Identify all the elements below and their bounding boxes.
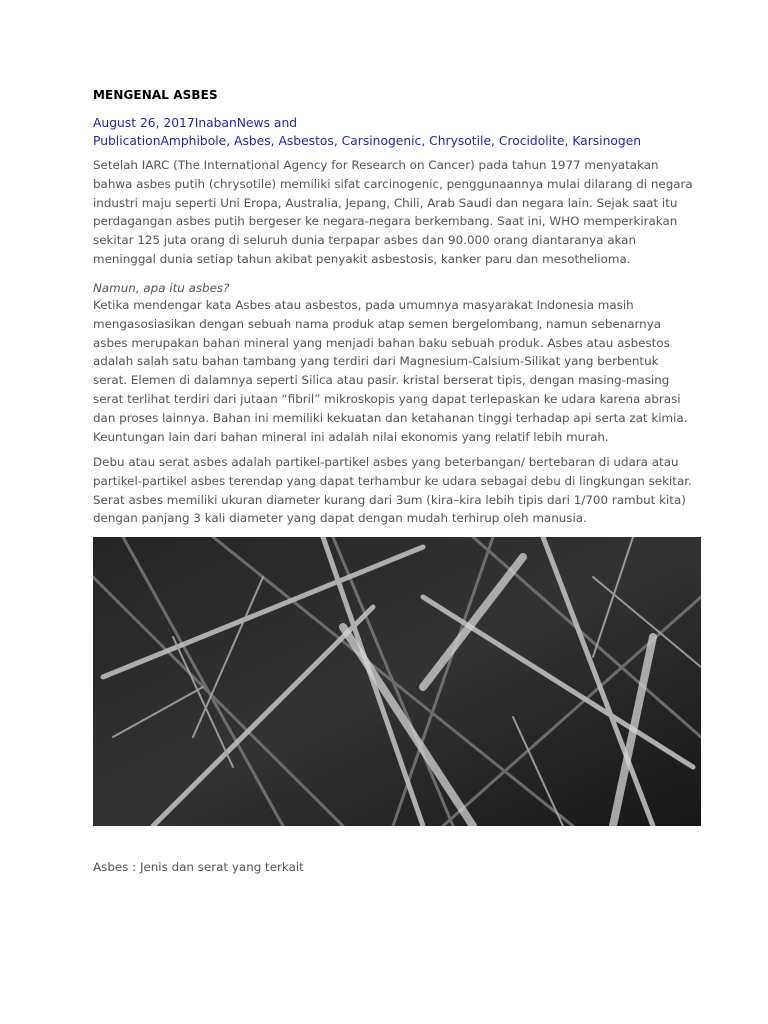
post-meta: [93, 114, 703, 150]
intro-paragraph: Setelah IARC (The International Agency for Research on Cancer) pada tahun 1977 menyatakan bahwa asbes putih (chrysotile) memiliki sifat carcinogenic, penggunaannya mulai dilarang di negara industri maju seperti Uni Eropa, Australia, Jepang, Chili, Arab Saudi dan negara lain. Sejak saat itu perdagangan asbes putih bergeser ke negara-negara berkembang. Saat ini, WHO memperkirakan sekitar 125 juta orang di seluruh dunia terpapar asbes dan 90.000 orang diantaranya akan meninggal dunia setiap tahun akibat penyakit asbestosis, kanker paru dan mesothelioma.: [93, 158, 693, 266]
asbestos-fiber-photo: [93, 537, 701, 826]
tag-link[interactable]: Amphibole: [160, 134, 227, 148]
photo-caption: Asbes : Jenis dan serat yang terkait: [93, 860, 304, 874]
tag-link[interactable]: Carsinogenic: [341, 134, 422, 148]
definition-paragraph: Ketika mendengar kata Asbes atau asbestos, pada umumnya masyarakat Indonesia masih mengasosiasikan dengan sebuah nama produk atap semen bergelombang, namun sebenarnya asbes merupakan bahan mineral yang menjadi bahan baku sebuah produk. Asbes atau asbestos adalah salah satu bahan tambang yang terdiri dari Magnesium-Calsium-Silikat yang berbentuk serat. Elemen di dalamnya seperti Silica atau pasir. kristal berserat tipis, dengan masing-masing serat terlihat terdiri dari jutaan “fibril” mikroskopis yang dapat terlepaskan ke udara karena abrasi dan proses lainnya. Bahan ini memiliki kekuatan dan ketahanan tinggi terhadap api serta zat kimia. Keuntungan lain dari bahan mineral ini adalah nilai ekonomis yang relatif lebih murah.: [93, 298, 688, 444]
tag-link[interactable]: Chrysotile: [429, 134, 492, 148]
date-author-line: [93, 114, 703, 132]
question-heading: Namun, apa itu asbes?: [93, 281, 230, 295]
tag-link[interactable]: Karsinogen: [572, 134, 642, 148]
article-title: MENGENAL ASBES: [93, 88, 218, 102]
tag-link[interactable]: Asbes: [234, 134, 271, 148]
tag-link[interactable]: Asbestos: [278, 134, 334, 148]
dust-paragraph: Debu atau serat asbes adalah partikel-partikel asbes yang beterbangan/ bertebaran di udara atau partikel-partikel asbes terendap yang dapat terhambur ke udara sebagai debu di lingkungan sekitar. Serat asbes memiliki ukuran diameter kurang dari 3um (kira–kira lebih tipis dari 1/700 rambut kita) dengan panjang 3 kali diameter yang dapat dengan mudah terhirup oleh manusia.: [93, 455, 692, 526]
tag-link[interactable]: Crocidolite: [498, 134, 565, 148]
category-link[interactable]: Publication: [93, 134, 161, 148]
date-author-link[interactable]: August 26, 2017InabanNews and: [93, 116, 298, 130]
tags-line: PublicationAmphibole, Asbes, Asbestos, Carsinogenic, Chrysotile, Crocidolite, Karsinogen: [93, 134, 642, 148]
